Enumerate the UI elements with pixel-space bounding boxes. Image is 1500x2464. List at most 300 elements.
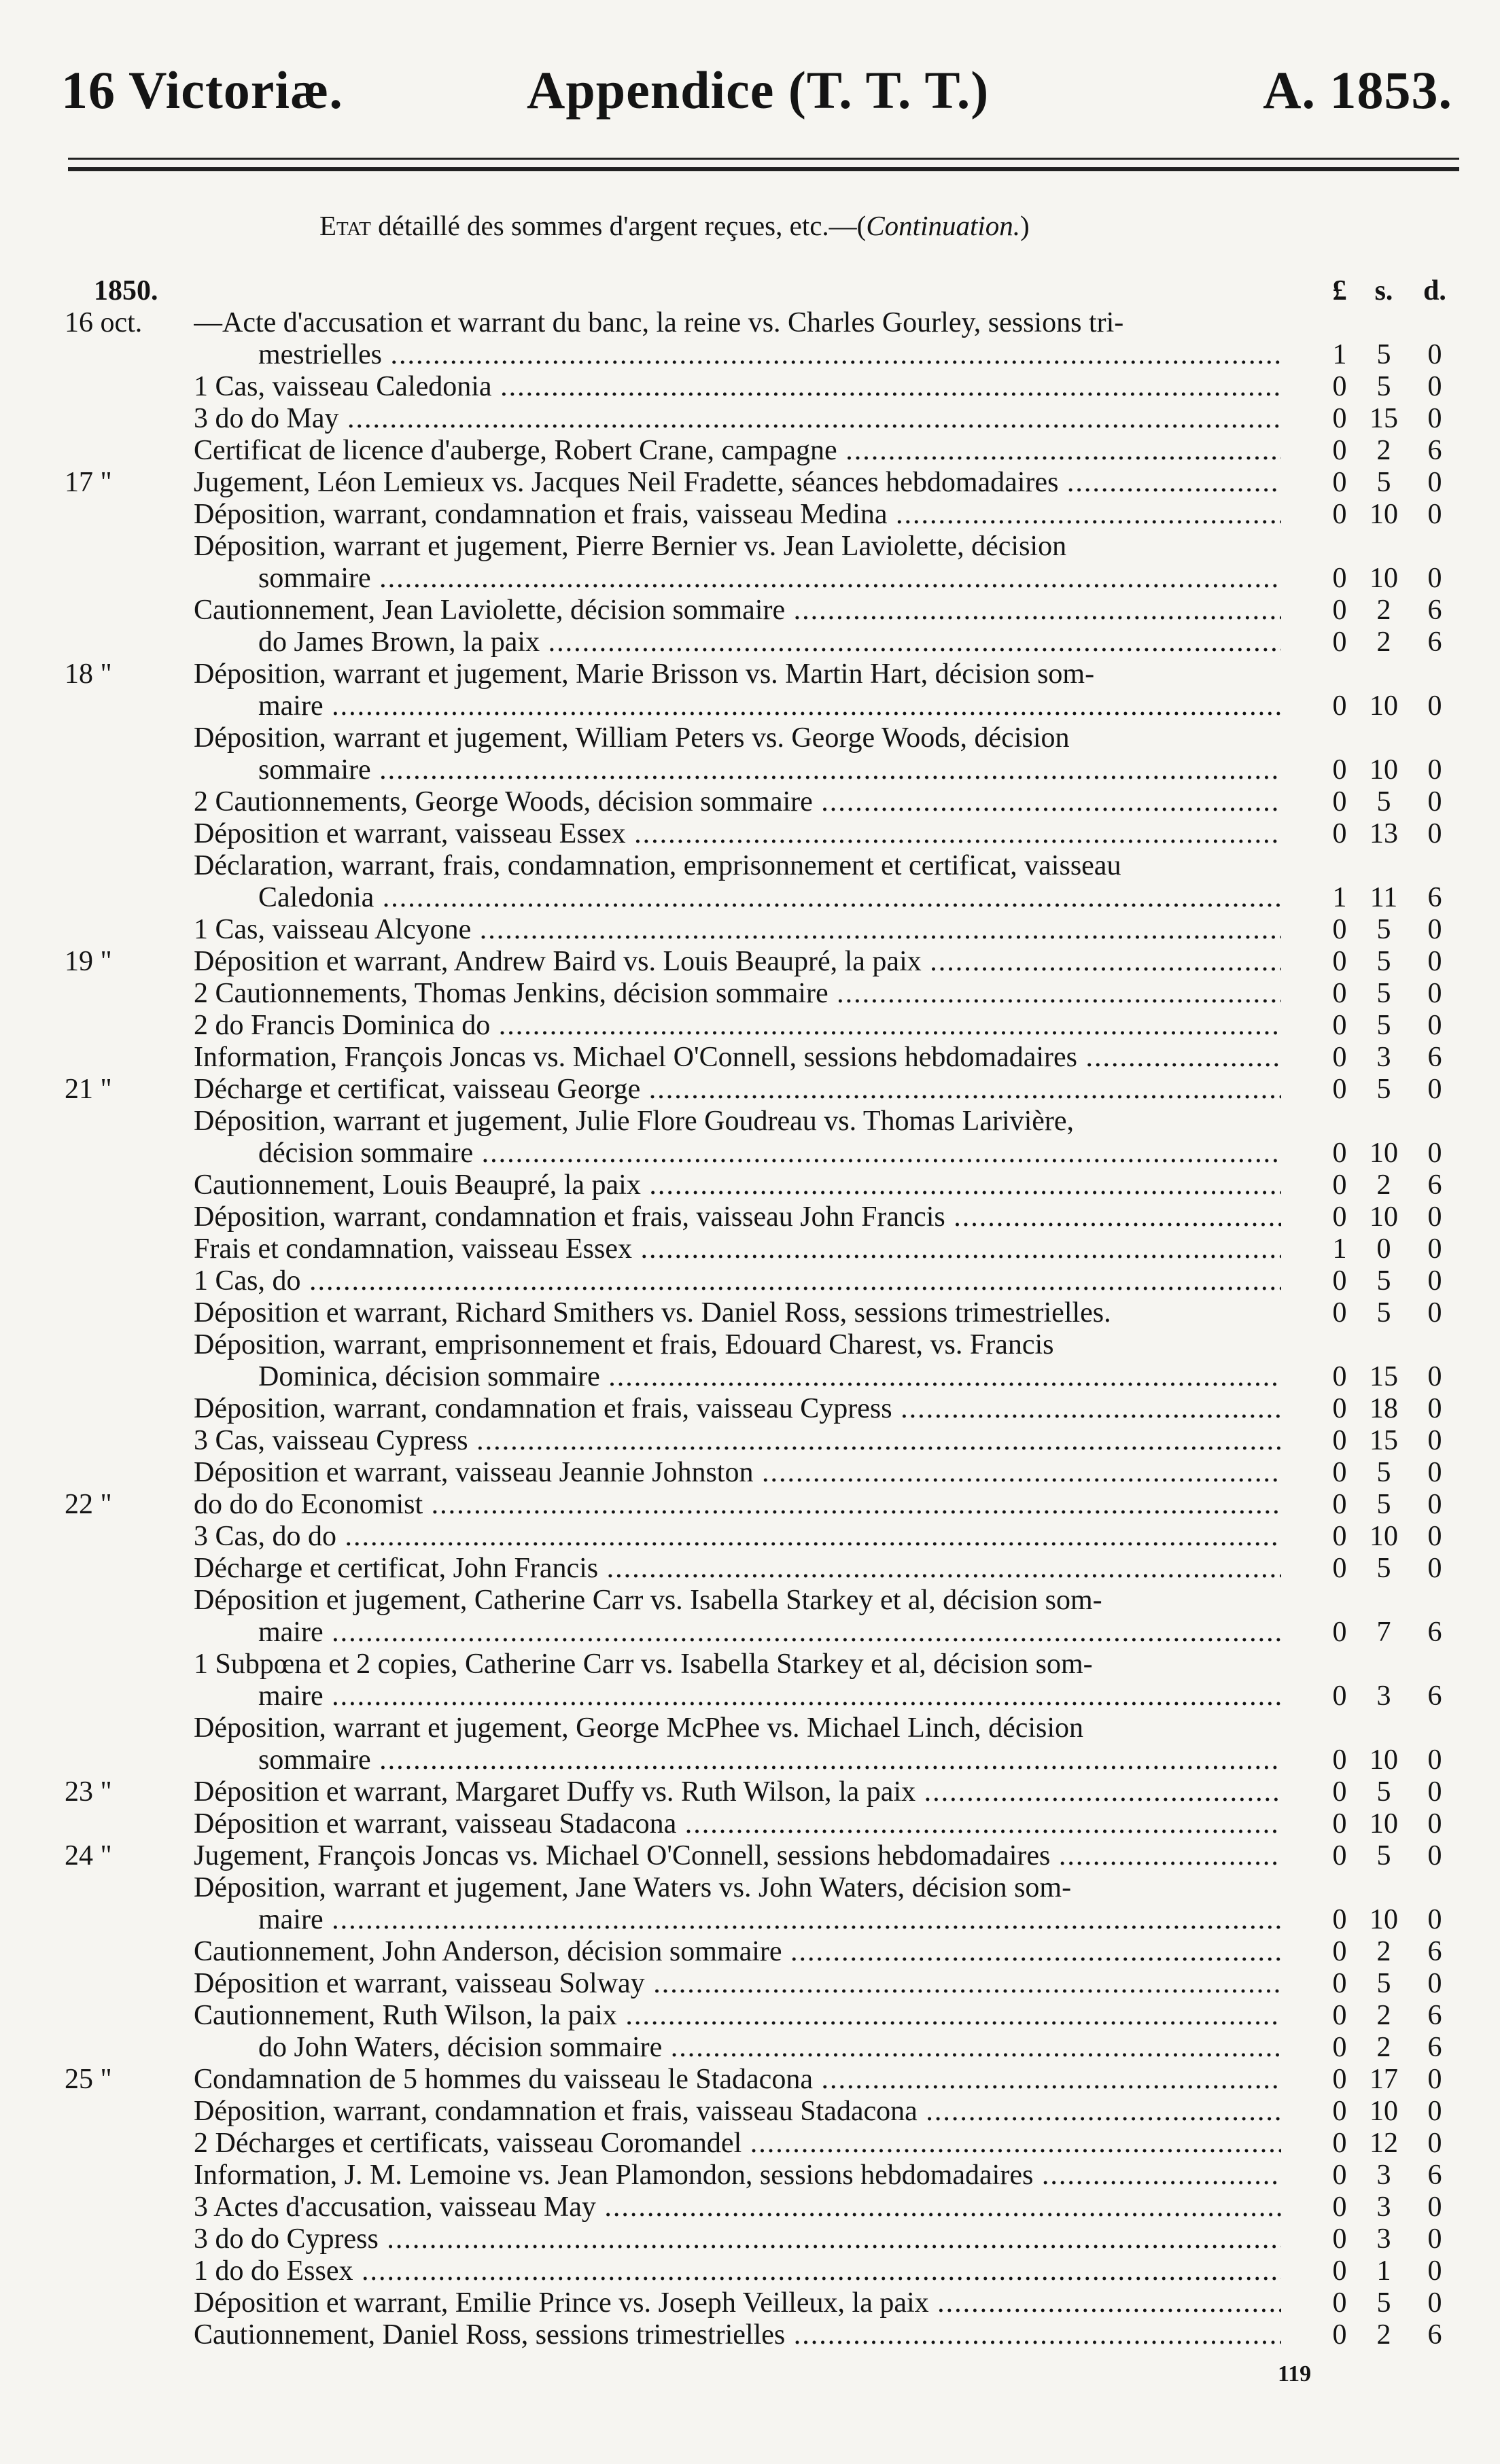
entry-text: Cautionnement, Jean Laviolette, décision sommaire ..... [194,595,1281,627]
entry-shillings: 5 [1376,467,1391,498]
entry-pence: 0 [1427,1201,1442,1233]
entry-pence: 0 [1427,339,1442,370]
entry-text: Jugement, Léon Lemieux vs. Jacques Neil Fradette, séances hebdomadaires ..... [194,467,1281,499]
entry-line [0,818,1500,850]
entry-text: do do do Economist ..... [194,1489,1281,1521]
entry-text: Dominica, décision sommaire ..... [258,1361,1281,1393]
entry-pence: 0 [1427,1489,1442,1520]
entry-shillings: 5 [1376,371,1391,402]
entry-pounds: 0 [1332,754,1347,786]
entry-shillings: 12 [1370,2128,1398,2159]
entry-pounds: 0 [1332,1840,1347,1871]
entry-shillings: 10 [1370,1808,1398,1840]
header-rule-thin [68,158,1459,160]
entry-pence: 0 [1427,1233,1442,1265]
entry-date: 22 " [65,1489,112,1520]
entry-pounds: 0 [1332,1297,1347,1328]
column-pence-header: d. [1423,275,1446,306]
entry-date: 23 " [65,1776,112,1808]
entry-text: Déposition et jugement, Catherine Carr vs. Isabella Starkey et al, décision som- [194,1585,1102,1616]
entry-line [0,1074,1500,1106]
entry-line [0,1265,1500,1297]
entry-text: Frais et condamnation, vaisseau Essex ..... [194,1233,1281,1265]
entry-line [0,1010,1500,1042]
entry-shillings: 5 [1376,1297,1391,1328]
entry-pence: 6 [1427,1936,1442,1967]
entry-text: Déposition, warrant et jugement, Pierre Bernier vs. Jean Laviolette, décision [194,531,1067,562]
entry-line [0,499,1500,531]
entry-pounds: 0 [1332,1265,1347,1297]
entry-pence: 0 [1427,786,1442,817]
entry-line [0,307,1500,339]
entry-text: Déposition, warrant et jugement, Julie Flore Goudreau vs. Thomas Larivière, [194,1106,1075,1137]
entry-shillings: 5 [1376,339,1391,370]
entry-pounds: 0 [1332,1776,1347,1808]
entry-line [0,1680,1500,1712]
entry-text: 2 Décharges et certificats, vaisseau Coromandel ..... [194,2128,1281,2160]
entry-text: 1 Subpœna et 2 copies, Catherine Carr vs. Isabella Starkey et al, décision som- [194,1649,1093,1680]
column-shillings-header: s. [1374,275,1393,306]
entry-date: 25 " [65,2064,112,2095]
entry-line [0,2255,1500,2287]
entry-text: Cautionnement, John Anderson, décision sommaire ..... [194,1936,1281,1968]
header-rule-thick [68,167,1459,171]
entry-shillings: 5 [1376,1776,1391,1808]
entry-pounds: 0 [1332,2064,1347,2095]
entry-text: mestrielles ..... [258,339,1281,371]
entry-pounds: 0 [1332,1010,1347,1041]
entry-date: 16 oct. [65,307,143,338]
entry-shillings: 2 [1376,1936,1391,1967]
entry-pence: 0 [1427,1361,1442,1392]
entry-line [0,1585,1500,1617]
entry-shillings: 3 [1376,1042,1391,1073]
header-center: Appendice (T. T. T.) [527,60,990,120]
entry-pence: 6 [1427,595,1442,626]
entry-line [0,1361,1500,1393]
entry-pounds: 0 [1332,1808,1347,1840]
header-left: 16 Victoriæ. [61,60,343,120]
entry-text: sommaire ..... [258,1744,1281,1776]
entry-pounds: 0 [1332,1521,1347,1552]
entry-pounds: 0 [1332,2000,1347,2031]
entry-text: Cautionnement, Louis Beaupré, la paix ..... [194,1169,1281,1201]
entry-text: Déposition et warrant, Andrew Baird vs. Louis Beaupré, la paix ..... [194,946,1281,978]
entry-pence: 0 [1427,1074,1442,1105]
entry-shillings: 15 [1370,403,1398,434]
entry-pounds: 0 [1332,371,1347,402]
entry-text: 1 do do Essex ..... [194,2255,1281,2287]
entry-shillings: 5 [1376,1840,1391,1871]
entry-shillings: 2 [1376,2032,1391,2063]
entry-pence: 0 [1427,1776,1442,1808]
entry-shillings: 10 [1370,1521,1398,1552]
entry-pence: 6 [1427,1680,1442,1712]
entry-pence: 0 [1427,978,1442,1009]
entry-pence: 0 [1427,403,1442,434]
entry-shillings: 10 [1370,1904,1398,1935]
entry-pounds: 0 [1332,595,1347,626]
entry-pence: 0 [1427,818,1442,849]
entry-line [0,1968,1500,2000]
entry-line [0,1297,1500,1329]
entry-line [0,1457,1500,1489]
entry-shillings: 5 [1376,1489,1391,1520]
entry-pence: 0 [1427,1904,1442,1935]
entry-text: maire ..... [258,1680,1281,1712]
entry-pence: 6 [1427,1617,1442,1648]
entry-shillings: 2 [1376,1169,1391,1201]
entry-line [0,978,1500,1010]
entry-text: —Acte d'accusation et warrant du banc, la reine vs. Charles Gourley, sessions tri- [194,307,1124,338]
entry-shillings: 1 [1376,2255,1391,2287]
entry-line [0,1425,1500,1457]
entry-pounds: 0 [1332,946,1347,977]
entry-text: Déposition et warrant, Emilie Prince vs. Joseph Veilleux, la paix ..... [194,2287,1281,2319]
entry-line [0,1553,1500,1585]
entry-pounds: 0 [1332,2223,1347,2255]
entry-pence: 6 [1427,2000,1442,2031]
entry-line [0,2223,1500,2255]
entry-pence: 0 [1427,2096,1442,2127]
entry-pence: 0 [1427,690,1442,722]
entry-line [0,1393,1500,1425]
page-number: 119 [1278,2361,1312,2387]
entry-text: 1 Cas, do ..... [194,1265,1281,1297]
entry-shillings: 7 [1376,1617,1391,1648]
entry-line [0,754,1500,786]
entry-line [0,2160,1500,2192]
entry-shillings: 2 [1376,435,1391,466]
entry-pounds: 0 [1332,403,1347,434]
entry-shillings: 2 [1376,627,1391,658]
entry-date: 19 " [65,946,112,977]
entry-shillings: 0 [1376,1233,1391,1265]
entry-text: Condamnation de 5 hommes du vaisseau le Stadacona ..... [194,2064,1281,2096]
entry-line [0,690,1500,722]
entry-shillings: 5 [1376,2287,1391,2319]
entry-shillings: 18 [1370,1393,1398,1424]
entry-text: 2 do Francis Dominica do ..... [194,1010,1281,1042]
entry-text: sommaire ..... [258,754,1281,786]
entry-pounds: 0 [1332,1138,1347,1169]
entry-line [0,914,1500,946]
entry-text: 3 do do Cypress ..... [194,2223,1281,2255]
entry-line [0,2032,1500,2064]
entry-pounds: 0 [1332,1393,1347,1424]
entry-text: 3 Cas, do do ..... [194,1521,1281,1553]
entry-line [0,1138,1500,1169]
entry-pounds: 0 [1332,1489,1347,1520]
entry-text: do James Brown, la paix ..... [258,627,1281,658]
entry-line [0,2096,1500,2128]
entry-pence: 0 [1427,467,1442,498]
entry-text: Information, François Joncas vs. Michael O'Connell, sessions hebdomadaires ..... [194,1042,1281,1074]
entry-date: 24 " [65,1840,112,1871]
entry-pence: 0 [1427,2192,1442,2223]
entry-line [0,1712,1500,1744]
entry-pounds: 0 [1332,1201,1347,1233]
entry-text: Information, J. M. Lemoine vs. Jean Plamondon, sessions hebdomadaires ..... [194,2160,1281,2192]
entry-line [0,1201,1500,1233]
entry-pounds: 0 [1332,435,1347,466]
entry-pence: 6 [1427,627,1442,658]
entry-line [0,882,1500,914]
entry-pounds: 0 [1332,1074,1347,1105]
subtitle-continuation: Continuation. [866,210,1020,241]
entry-line [0,2319,1500,2351]
entry-shillings: 15 [1370,1361,1398,1392]
entry-line [0,531,1500,563]
entry-shillings: 11 [1370,882,1398,913]
entry-date: 18 " [65,658,112,690]
entry-text: Déposition, warrant, condamnation et frais, vaisseau Medina ..... [194,499,1281,531]
entry-line [0,1649,1500,1680]
column-pounds-header: £ [1332,275,1347,306]
entry-line [0,595,1500,627]
entry-pounds: 0 [1332,1169,1347,1201]
entry-pence: 0 [1427,1744,1442,1776]
entry-pounds: 0 [1332,1617,1347,1648]
entry-text: Déclaration, warrant, frais, condamnation, emprisonnement et certificat, vaisseau [194,850,1121,881]
entry-pounds: 0 [1332,1553,1347,1584]
entry-line [0,2128,1500,2160]
entry-line [0,1489,1500,1521]
entry-pounds: 0 [1332,786,1347,817]
entry-shillings: 3 [1376,2160,1391,2191]
entry-text: 2 Cautionnements, Thomas Jenkins, décision sommaire ..... [194,978,1281,1010]
entry-pounds: 0 [1332,1680,1347,1712]
entry-text: Déposition, warrant, emprisonnement et frais, Edouard Charest, vs. Francis [194,1329,1054,1360]
entry-pounds: 0 [1332,978,1347,1009]
entry-line [0,2192,1500,2223]
entry-line [0,2000,1500,2032]
entry-text: décision sommaire ..... [258,1138,1281,1169]
entry-text: Jugement, François Joncas vs. Michael O'Connell, sessions hebdomadaires ..... [194,1840,1281,1872]
entry-pounds: 0 [1332,627,1347,658]
entry-text: 3 Cas, vaisseau Cypress ..... [194,1425,1281,1457]
entry-shillings: 3 [1376,1680,1391,1712]
entry-pence: 6 [1427,2160,1442,2191]
entry-text: maire ..... [258,1904,1281,1936]
entry-pence: 0 [1427,1521,1442,1552]
entry-pounds: 0 [1332,818,1347,849]
entry-line [0,1776,1500,1808]
entry-pence: 0 [1427,2223,1442,2255]
entry-line [0,658,1500,690]
year-label: 1850. [94,275,158,306]
entry-text: Déposition, warrant et jugement, William Peters vs. George Woods, décision [194,722,1070,754]
entry-line [0,1169,1500,1201]
entry-pence: 6 [1427,1042,1442,1073]
entry-pence: 0 [1427,1553,1442,1584]
entry-text: 2 Cautionnements, George Woods, décision sommaire ..... [194,786,1281,818]
entry-text: Décharge et certificat, vaisseau George ..... [194,1074,1281,1106]
entry-pounds: 1 [1332,882,1347,913]
entry-shillings: 3 [1376,2192,1391,2223]
entry-date: 17 " [65,467,112,498]
entry-pence: 0 [1427,2128,1442,2159]
entry-text: Déposition et warrant, Margaret Duffy vs. Ruth Wilson, la paix ..... [194,1776,1281,1808]
entry-pounds: 0 [1332,690,1347,722]
entry-shillings: 15 [1370,1425,1398,1456]
entry-line [0,627,1500,658]
entry-line [0,403,1500,435]
entry-line [0,371,1500,403]
entry-line [0,1329,1500,1361]
entry-pence: 0 [1427,499,1442,530]
entry-shillings: 5 [1376,1010,1391,1041]
entry-shillings: 10 [1370,2096,1398,2127]
subtitle-close: ) [1020,210,1030,241]
entry-line [0,339,1500,371]
entry-pounds: 0 [1332,2319,1347,2351]
entry-shillings: 5 [1376,1074,1391,1105]
entry-shillings: 10 [1370,690,1398,722]
entry-line [0,1233,1500,1265]
subtitle-rest: détaillé des sommes d'argent reçues, etc.—( [378,210,867,241]
entry-pence: 0 [1427,1297,1442,1328]
entry-pence: 0 [1427,1393,1442,1424]
entry-text: 3 do do May ..... [194,403,1281,435]
entry-shillings: 5 [1376,1457,1391,1488]
entry-pounds: 0 [1332,1457,1347,1488]
entry-shillings: 10 [1370,754,1398,786]
entry-pounds: 0 [1332,2287,1347,2319]
entry-line [0,850,1500,882]
entry-line [0,1521,1500,1553]
entry-pounds: 0 [1332,2192,1347,2223]
entry-pounds: 0 [1332,563,1347,594]
entry-line [0,946,1500,978]
entry-text: Cautionnement, Ruth Wilson, la paix ..... [194,2000,1281,2032]
entry-text: Déposition et warrant, vaisseau Jeannie Johnston ..... [194,1457,1281,1489]
entry-pounds: 0 [1332,1042,1347,1073]
header-right: A. 1853. [1263,60,1452,120]
entry-line [0,2287,1500,2319]
entry-pence: 6 [1427,435,1442,466]
entry-text: Déposition, warrant, condamnation et frais, vaisseau Cypress ..... [194,1393,1281,1425]
entry-pence: 0 [1427,1457,1442,1488]
entry-pounds: 1 [1332,1233,1347,1265]
entry-pounds: 0 [1332,2128,1347,2159]
entry-line [0,435,1500,467]
subtitle-prefix: Etat [319,210,371,241]
entry-pence: 0 [1427,1808,1442,1840]
entry-pounds: 0 [1332,1361,1347,1392]
entry-pence: 0 [1427,2064,1442,2095]
entry-pence: 0 [1427,1010,1442,1041]
entry-line [0,722,1500,754]
entry-shillings: 5 [1376,1968,1391,1999]
entry-text: Déposition et warrant, vaisseau Essex ..... [194,818,1281,850]
entry-text: Déposition, warrant et jugement, Marie Brisson vs. Martin Hart, décision som- [194,658,1095,690]
entry-shillings: 2 [1376,2000,1391,2031]
entry-pence: 0 [1427,2255,1442,2287]
entry-line [0,1904,1500,1936]
entry-line [0,1744,1500,1776]
entry-pence: 0 [1427,754,1442,786]
entry-text: Déposition, warrant et jugement, Jane Waters vs. John Waters, décision som- [194,1872,1072,1903]
entry-shillings: 5 [1376,914,1391,945]
entry-shillings: 13 [1370,818,1398,849]
entry-text: maire ..... [258,690,1281,722]
entry-line [0,1840,1500,1872]
entry-pounds: 0 [1332,2255,1347,2287]
entry-pence: 0 [1427,371,1442,402]
entry-pounds: 0 [1332,1936,1347,1967]
entry-shillings: 5 [1376,1265,1391,1297]
entry-text: Déposition, warrant et jugement, George McPhee vs. Michael Linch, décision [194,1712,1084,1744]
entry-line [0,467,1500,499]
entry-shillings: 2 [1376,2319,1391,2351]
entry-shillings: 10 [1370,1138,1398,1169]
entry-shillings: 10 [1370,1744,1398,1776]
entry-line [0,1106,1500,1138]
entry-text: 3 Actes d'accusation, vaisseau May ..... [194,2192,1281,2223]
entry-pounds: 1 [1332,339,1347,370]
entry-text: Déposition, warrant, condamnation et frais, vaisseau John Francis ..... [194,1201,1281,1233]
entry-pence: 6 [1427,882,1442,913]
entry-pence: 0 [1427,914,1442,945]
entry-pence: 0 [1427,1840,1442,1871]
entry-pounds: 0 [1332,914,1347,945]
entry-pence: 0 [1427,1425,1442,1456]
entry-line [0,1042,1500,1074]
entry-pence: 0 [1427,1968,1442,1999]
entry-text: Déposition et warrant, vaisseau Stadacona ..... [194,1808,1281,1840]
entry-shillings: 5 [1376,978,1391,1009]
entry-pounds: 0 [1332,1904,1347,1935]
entry-pounds: 0 [1332,2032,1347,2063]
entry-shillings: 10 [1370,563,1398,594]
entry-shillings: 17 [1370,2064,1398,2095]
entry-text: 1 Cas, vaisseau Caledonia ..... [194,371,1281,403]
entry-pounds: 0 [1332,1425,1347,1456]
entry-pence: 6 [1427,2319,1442,2351]
entry-text: Décharge et certificat, John Francis ..... [194,1553,1281,1585]
entry-text: Caledonia ..... [258,882,1281,914]
entry-pounds: 0 [1332,2160,1347,2191]
entry-pence: 0 [1427,1265,1442,1297]
entry-text: maire ..... [258,1617,1281,1649]
entry-line [0,1808,1500,1840]
entry-pounds: 0 [1332,1744,1347,1776]
entry-line [0,563,1500,595]
entry-text: 1 Cas, vaisseau Alcyone ..... [194,914,1281,946]
entry-pence: 0 [1427,1138,1442,1169]
entry-text: Déposition, warrant, condamnation et frais, vaisseau Stadacona ..... [194,2096,1281,2128]
entry-shillings: 3 [1376,2223,1391,2255]
entry-shillings: 10 [1370,1201,1398,1233]
entry-text: Cautionnement, Daniel Ross, sessions trimestrielles ..... [194,2319,1281,2351]
entry-shillings: 5 [1376,946,1391,977]
entry-line [0,2064,1500,2096]
entry-pounds: 0 [1332,2096,1347,2127]
entry-pence: 6 [1427,1169,1442,1201]
entry-pounds: 0 [1332,467,1347,498]
entry-shillings: 5 [1376,786,1391,817]
entry-line [0,786,1500,818]
entry-pence: 0 [1427,946,1442,977]
entries-list [0,307,1500,2351]
entry-pence: 0 [1427,2287,1442,2319]
entry-text: sommaire ..... [258,563,1281,595]
entry-shillings: 10 [1370,499,1398,530]
entry-line [0,1936,1500,1968]
entry-shillings: 5 [1376,1553,1391,1584]
entry-shillings: 2 [1376,595,1391,626]
